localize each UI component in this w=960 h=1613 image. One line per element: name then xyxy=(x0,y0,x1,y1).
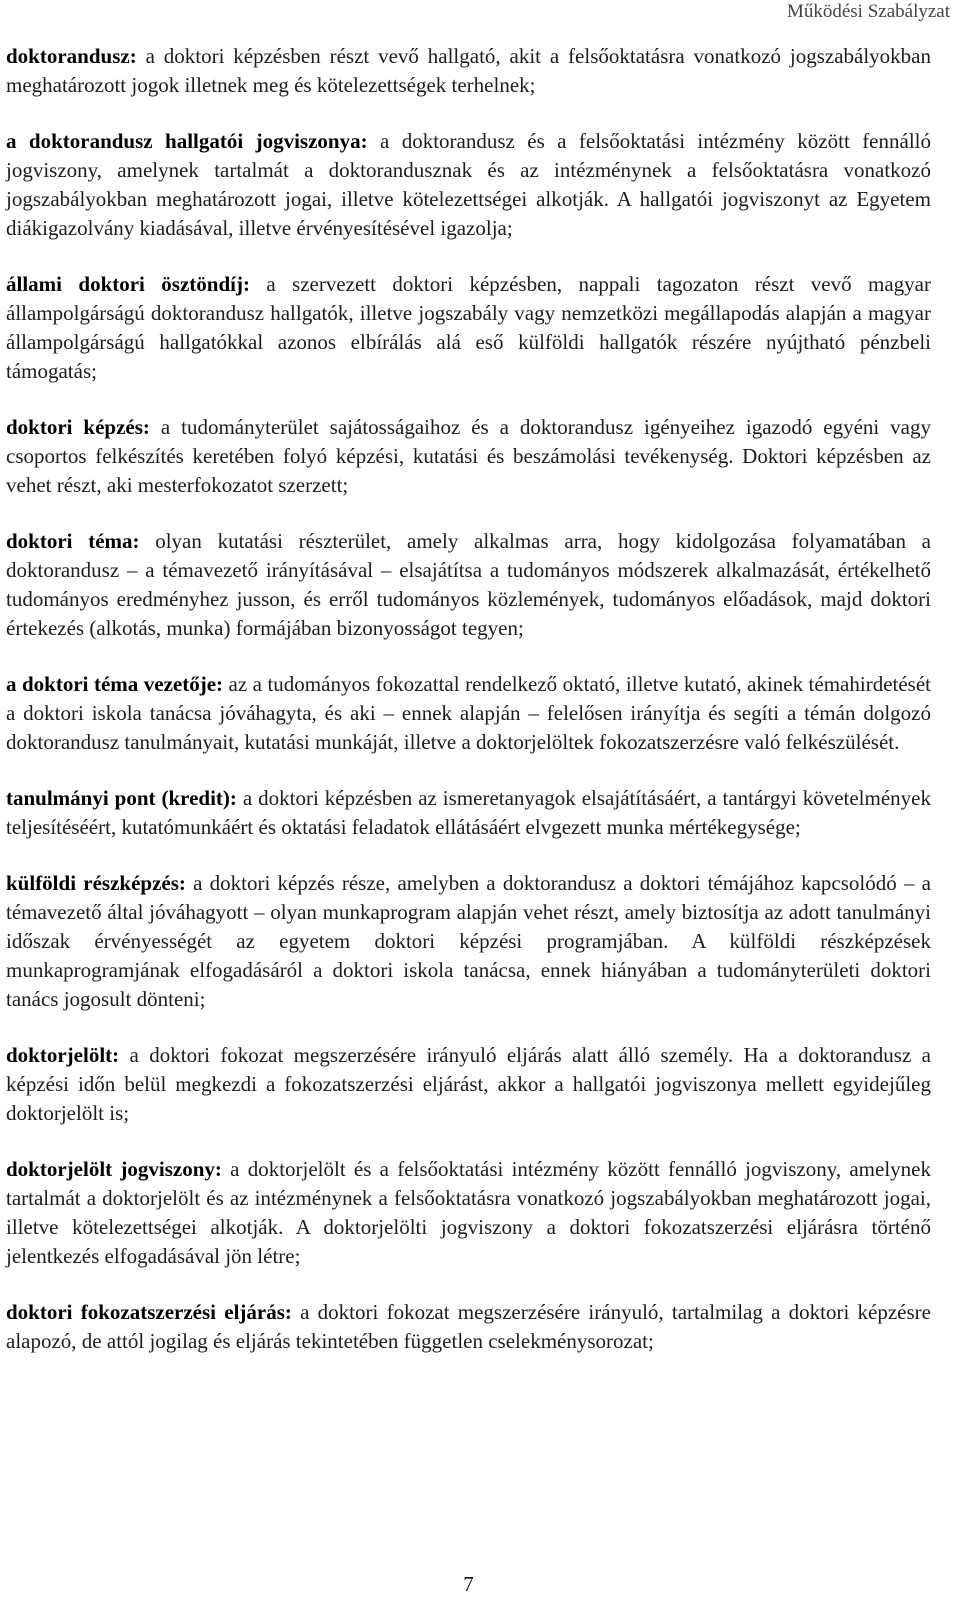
definition-text: a doktori képzésben részt vevő hallgató, akit a felsőoktatásra vonatkozó jogszabályokban meghatározott jogok illetnek meg és kötelezettségek terhelnek; xyxy=(6,44,931,97)
definition-text: a doktorandusz és a felsőoktatási intézmény között fennálló jogviszony, amelynek tartalmát a doktorandusznak és az intézménynek a felsőoktatásra vonatkozó jogszabályokban meghatározott jogai, illetve kötelezettségei alkotják. A hallgatói jogviszonyt az Egyetem diákigazolvány kiadásával, illetve érvényesítésével igazolja; xyxy=(6,129,931,240)
definition-term: doktori képzés: xyxy=(6,415,150,439)
definition-fokozatszerzesi-eljaras xyxy=(6,1298,931,1356)
definition-term: állami doktori ösztöndíj: xyxy=(6,272,250,296)
definition-text: a doktori képzésben az ismeretanyagok elsajátításáért, a tantárgyi követelmények teljesítéséért, kutatómunkáért és oktatási feladatok ellátásáért elvgezett munka mértékegysége; xyxy=(6,786,931,839)
definition-text: a doktori fokozat megszerzésére irányuló eljárás alatt álló személy. Ha a doktorandusz a képzési időn belül megkezdi a fokozatszerzési eljárást, akkor a hallgatói jogviszonya mellett egyidejűleg doktorjelölt is; xyxy=(6,1043,931,1125)
definition-doktori-kepzes xyxy=(6,413,931,500)
definition-kulfoldi-reszkepzes xyxy=(6,869,931,1014)
definition-doktorjelolt xyxy=(6,1041,931,1128)
definition-term: a doktori téma vezetője: xyxy=(6,672,224,696)
definition-kredit xyxy=(6,784,931,842)
definition-term: a doktorandusz hallgatói jogviszonya: xyxy=(6,129,368,153)
running-header: Működési Szabályzat xyxy=(786,1,950,22)
definition-term: tanulmányi pont (kredit): xyxy=(6,786,237,810)
definition-term: külföldi részképzés: xyxy=(6,871,186,895)
definition-text: olyan kutatási részterület, amely alkalmas arra, hogy kidolgozása folyamatában a doktorandusz – a témavezető irányításával – elsajátítsa a tudományos módszerek alkalmazását, értékelhető tudományos eredményhez jusson, és erről tudományos közlemények, tudományos előadások, majd doktori értekezés (alkotás, munka) formájában bizonyosságot tegyen; xyxy=(6,529,931,640)
definition-text: az a tudományos fokozattal rendelkező oktató, illetve kutató, akinek témahirdetését a doktori iskola tanácsa jóváhagyta, és aki – ennek alapján – felelősen irányítja és segíti a témán dolgozó doktorandusz tanulmányait, kutatási munkáját, illetve a doktorjelöltek fokozatszerzésre való felkészülését. xyxy=(6,672,931,754)
definition-hallgatoi-jogviszony xyxy=(6,127,931,243)
definition-text: a doktorjelölt és a felsőoktatási intézmény között fennálló jogviszony, amelynek tartalmát a doktorjelölt és az intézménynek a felsőoktatásra vonatkozó jogszabályokban meghatározott jogai, illetve kötelezettségei alkotják. A doktorjelölti jogviszony a doktori fokozatszerzési eljárásra történő jelentkezés elfogadásával jön létre; xyxy=(6,1157,931,1268)
definition-doktori-tema xyxy=(6,527,931,643)
definition-term: doktori téma: xyxy=(6,529,140,553)
definition-term: doktorjelölt jogviszony: xyxy=(6,1157,222,1181)
definition-allami-osztondij xyxy=(6,270,931,386)
definition-doktorjelolt-jogviszony xyxy=(6,1155,931,1271)
definition-term: doktorjelölt: xyxy=(6,1043,120,1067)
definition-term: doktori fokozatszerzési eljárás: xyxy=(6,1300,292,1324)
definitions-list xyxy=(6,42,931,1383)
definition-doktorandusz xyxy=(6,42,931,100)
definition-text: a szervezett doktori képzésben, nappali tagozaton részt vevő magyar állampolgárságú doktorandusz hallgatók, illetve jogszabály vagy nemzetközi megállapodás alapján a magyar állampolgárságú hallgatókkal azonos elbírálás alá eső külföldi hallgatók részére nyújtható pénzbeli támogatás; xyxy=(6,272,931,383)
page-number: 7 xyxy=(463,1572,474,1596)
definition-term: doktorandusz: xyxy=(6,44,137,68)
definition-text: a doktori képzés része, amelyben a doktorandusz a doktori témájához kapcsolódó – a témavezető által jóváhagyott – olyan munkaprogram alapján vehet részt, amely biztosítja az adott tanulmányi időszak érvényességét az egyetem doktori képzési programjában. A külföldi részképzések munkaprogramjának elfogadásáról a doktori iskola tanácsa, ennek hiányában a tudományterületi doktori tanács jogosult dönteni; xyxy=(6,871,932,1011)
definition-text: a doktori fokozat megszerzésére irányuló, tartalmilag a doktori képzésre alapozó, de attól jogilag és eljárás tekintetében független cselekménysorozat; xyxy=(6,1300,931,1353)
definition-text: a tudományterület sajátosságaihoz és a doktorandusz igényeihez igazodó egyéni vagy csoportos felkészítés keretében folyó képzési, kutatási és beszámolási tevékenység. Doktori képzésben az vehet részt, aki mesterfokozatot szerzett; xyxy=(6,415,931,497)
definition-temavezeto xyxy=(6,670,931,757)
